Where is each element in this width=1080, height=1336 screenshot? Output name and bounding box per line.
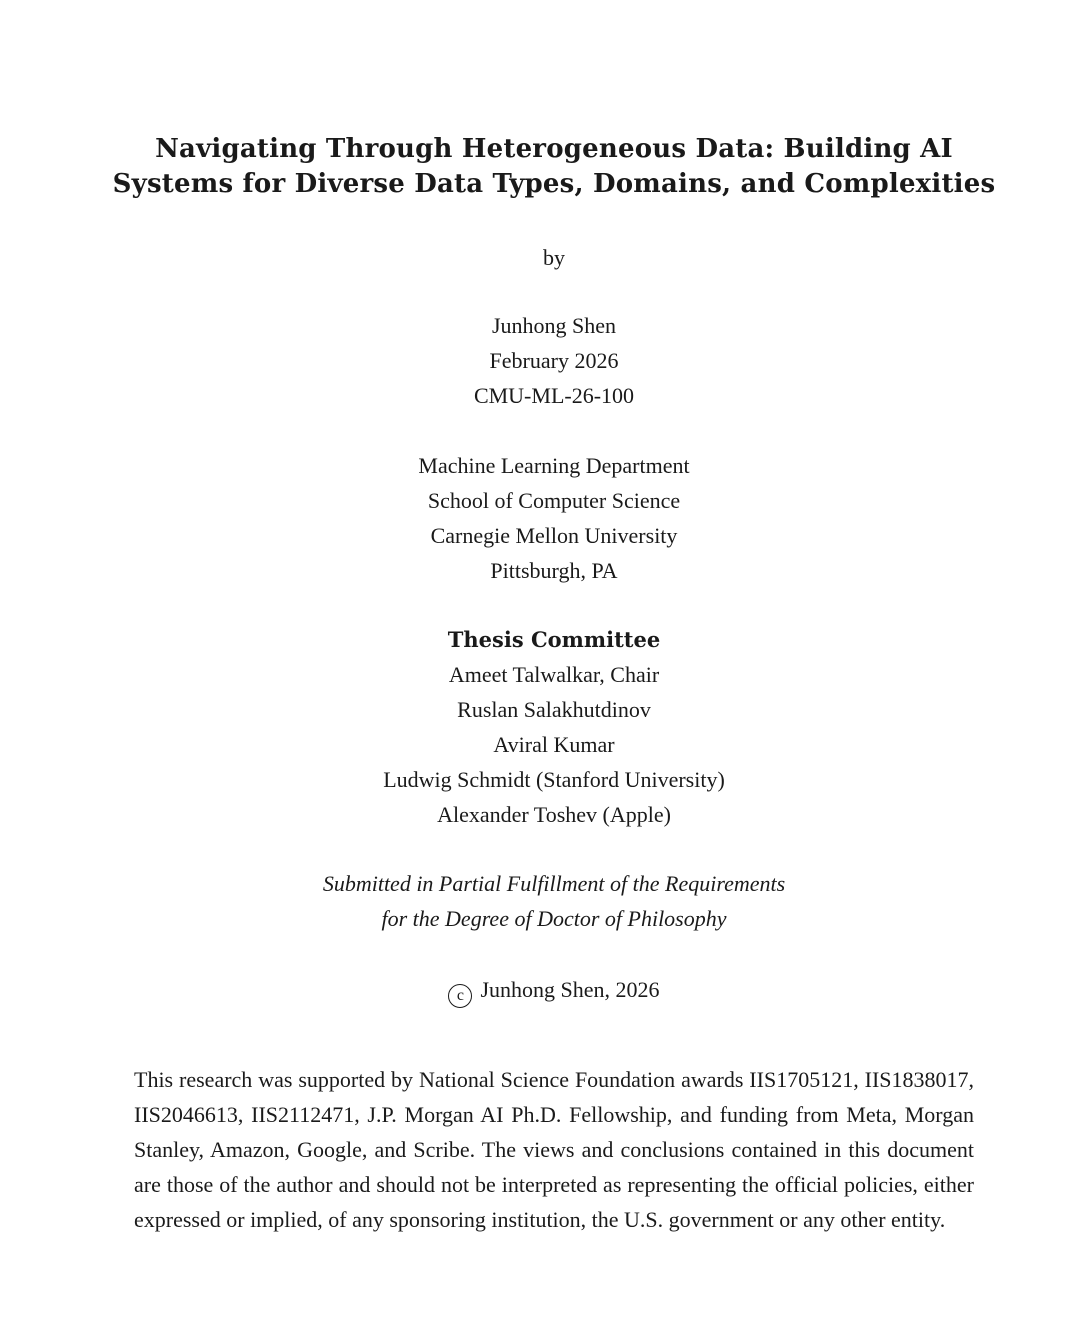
submission-line-1: Submitted in Partial Fulfillment of the Requirements <box>322 871 786 896</box>
report-number: CMU-ML-26-100 <box>473 383 635 408</box>
funding-statement: This research was supported by National Science Foundation awards IIS1705121, IIS1838017, IIS2046613, IIS2112471, J.P. Morgan AI Ph.D. Fellowship, and funding from Meta, Morgan Stanley, Amazon, Google, and Scribe. The views and conclusions contained in this document are those of the author and should not be interpreted as representing the official policies, either expressed or implied, of any sponsoring institution, the U.S. government or any other entity. <box>134 1067 974 1232</box>
by-label: by <box>543 245 565 270</box>
thesis-title-line-1: Navigating Through Heterogeneous Data: Building AI <box>155 134 953 164</box>
committee-member: Alexander Toshev (Apple) <box>437 802 671 827</box>
submission-date: February 2026 <box>489 348 619 373</box>
copyright-notice <box>0 972 1080 1008</box>
committee-member: Ludwig Schmidt (Stanford University) <box>383 767 725 792</box>
committee-member: Ameet Talwalkar, Chair <box>448 662 660 687</box>
committee-heading: Thesis Committee <box>447 627 661 652</box>
university: Carnegie Mellon University <box>430 523 678 548</box>
author-name: Junhong Shen <box>491 313 617 338</box>
copyright-text: Junhong Shen, 2026 <box>480 977 660 1002</box>
location: Pittsburgh, PA <box>490 558 618 583</box>
submission-statement <box>0 866 1080 936</box>
author-block <box>0 308 1080 413</box>
school: School of Computer Science <box>427 488 681 513</box>
affiliation-block <box>0 448 1080 588</box>
copyright-icon: c <box>448 984 472 1008</box>
department: Machine Learning Department <box>418 453 690 478</box>
thesis-committee <box>0 622 1080 832</box>
thesis-title <box>90 132 1018 202</box>
submission-line-2: for the Degree of Doctor of Philosophy <box>381 906 727 931</box>
thesis-title-line-2: Systems for Diverse Data Types, Domains, and Complexities <box>112 169 996 199</box>
committee-member: Ruslan Salakhutdinov <box>457 697 651 722</box>
committee-member: Aviral Kumar <box>493 732 615 757</box>
